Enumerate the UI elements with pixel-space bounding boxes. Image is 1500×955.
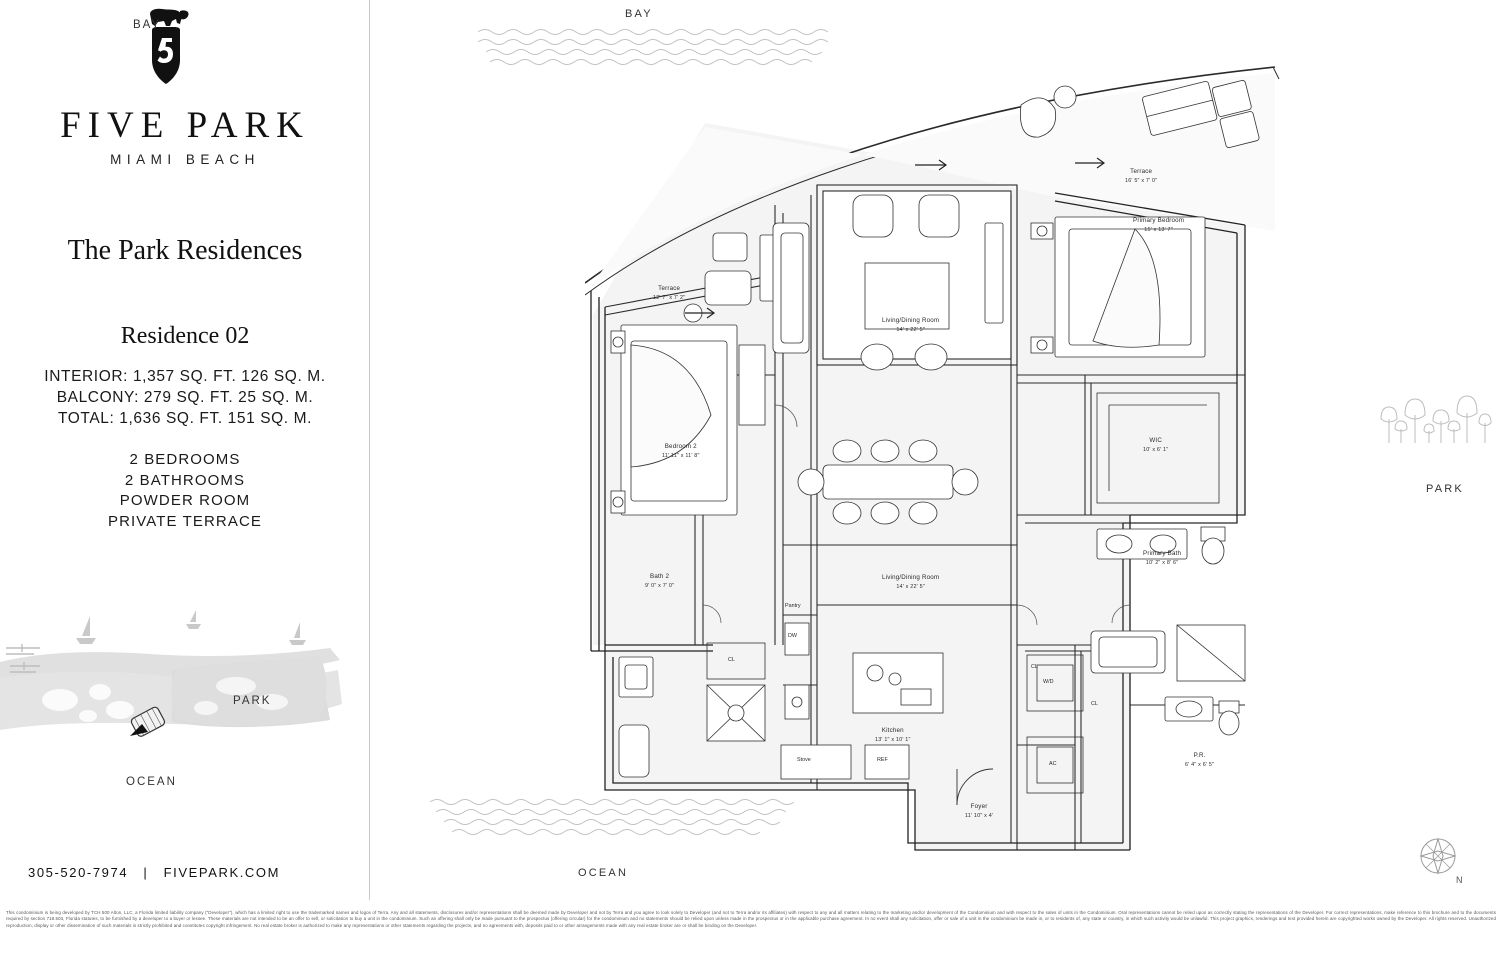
- room-label-living-dining-upper: Living/Dining Room 14' x 22' 5": [882, 317, 940, 333]
- room-label-bath-2: Bath 2 9' 0" x 7' 0": [645, 573, 675, 589]
- utility-label-pantry: Pantry: [785, 603, 801, 609]
- utility-label-dishwasher: DW: [788, 633, 797, 639]
- footer-contact: [28, 865, 280, 880]
- left-info-panel: [0, 0, 370, 900]
- phone-number[interactable]: 305-520-7974: [28, 865, 129, 880]
- compass-icon: [1410, 830, 1466, 886]
- utility-label-stove: Stove: [797, 757, 811, 763]
- brand-subtitle: MIAMI BEACH: [110, 152, 260, 167]
- context-label-bay: BAY: [625, 8, 653, 20]
- closet-label-cl-1: CL: [728, 657, 735, 663]
- room-label-living-dining-lower: Living/Dining Room 14' x 22' 5": [882, 574, 940, 590]
- park-trees-icon: [1375, 385, 1493, 460]
- collection-title: The Park Residences: [67, 235, 303, 266]
- plan-area: [370, 0, 1500, 900]
- room-label-primary-bedroom: Primary Bedroom 15' x 13' 7": [1133, 217, 1185, 233]
- area-interior: INTERIOR: 1,357 SQ. FT. 126 SQ. M.: [44, 368, 326, 385]
- room-label-terrace-1: Terrace 16' 5" x 7' 0": [1125, 168, 1158, 184]
- keymap-label-park: PARK: [233, 695, 272, 707]
- footer-separator: |: [143, 865, 149, 880]
- feature-list: [0, 450, 370, 532]
- area-summary: [0, 366, 370, 429]
- room-label-bedroom-2: Bedroom 2 11' 11" x 11' 8": [662, 443, 700, 459]
- room-label-powder-room: P.R. 6' 4" x 6' 5": [1185, 752, 1215, 768]
- legal-disclaimer: This condominium is being developed by TCH 500 Alton, LLC, a Florida limited liability company ("Developer"), which has a limited right to use the trademarked names and logos of Terra. Any and all statements, disclosures and/or representations shall be deemed made by Developer and not by Terra and you agree to look solely to Developer (and not to Terra and/or its affiliates) with respect to any and all matters relating to the marketing and/or development of the Condominium and with respect to the sales of units in the Condominium. Oral representations cannot be relied upon as correctly stating the representations of the Developer. For correct representations, make reference to this brochure and to the documents required by section 718.503, Florida statutes, to be furnished by a developer to a buyer or lessee. These materials are not intended to be an offer to sell, or solicitation to buy a unit in the condominium. Such an offering shall only be made pursuant to the prospectus (offering circular) for the condominium and no statements should be relied upon unless made in the prospectus or in the applicable purchase agreement. In no event shall any solicitation, offer or sale of a unit in the condominium be made in, or to residents of, any state or country, in which such activity would be unlawful. This project graphics, renderings and text provided herein are copyrighted works owned by the Developer. All rights reserved. Unauthorized reproduction, display or other dissemination of such materials is strictly prohibited and constitutes copyright infringement. No real estate broker is authorized to make any representations or other statements regarding the projects, and no agreements with, deposits paid to or other arrangements made with any real estate broker are or shall be binding on the Developer.: [6, 910, 1496, 928]
- room-label-foyer: Foyer 11' 10" x 4': [965, 803, 994, 819]
- utility-label-refrigerator: REF: [877, 757, 888, 763]
- context-label-park: PARK: [1426, 483, 1464, 495]
- svg-text:N: N: [1456, 875, 1463, 885]
- room-label-kitchen: Kitchen 13' 1" x 10' 1": [875, 727, 911, 743]
- feature-powder-room: POWDER ROOM: [119, 492, 251, 509]
- room-label-primary-bath: Primary Bath 10' 2" x 8' 6": [1143, 550, 1182, 566]
- context-label-ocean: OCEAN: [578, 867, 629, 879]
- floor-plan-drawing: [585, 45, 1285, 855]
- closet-label-cl-3: CL: [1091, 701, 1098, 707]
- feature-terrace: PRIVATE TERRACE: [107, 512, 263, 530]
- keymap-label-ocean: OCEAN: [126, 776, 177, 788]
- room-label-terrace-2: Terrace 12' 7" x 7' 2": [653, 285, 686, 301]
- site-key-map: [0, 600, 370, 800]
- brand-name: FIVE PARK: [60, 105, 310, 146]
- feature-bedrooms: 2 BEDROOMS: [129, 451, 241, 468]
- utility-label-ac: AC: [1049, 761, 1057, 767]
- area-total: TOTAL: 1,636 SQ. FT. 151 SQ. M.: [57, 410, 313, 427]
- utility-label-washer-dryer: W/D: [1043, 679, 1054, 685]
- website-link[interactable]: FIVEPARK.COM: [163, 865, 281, 880]
- room-label-wic: WIC 10' x 6' 1": [1143, 437, 1169, 453]
- feature-bathrooms: 2 BATHROOMS: [124, 471, 246, 489]
- closet-label-cl-2: CL: [1031, 664, 1038, 670]
- keymap-label-bay: BAY: [133, 19, 162, 31]
- area-balcony: BALCONY: 279 SQ. FT. 25 SQ. M.: [56, 389, 314, 406]
- residence-title: Residence 02: [120, 323, 250, 349]
